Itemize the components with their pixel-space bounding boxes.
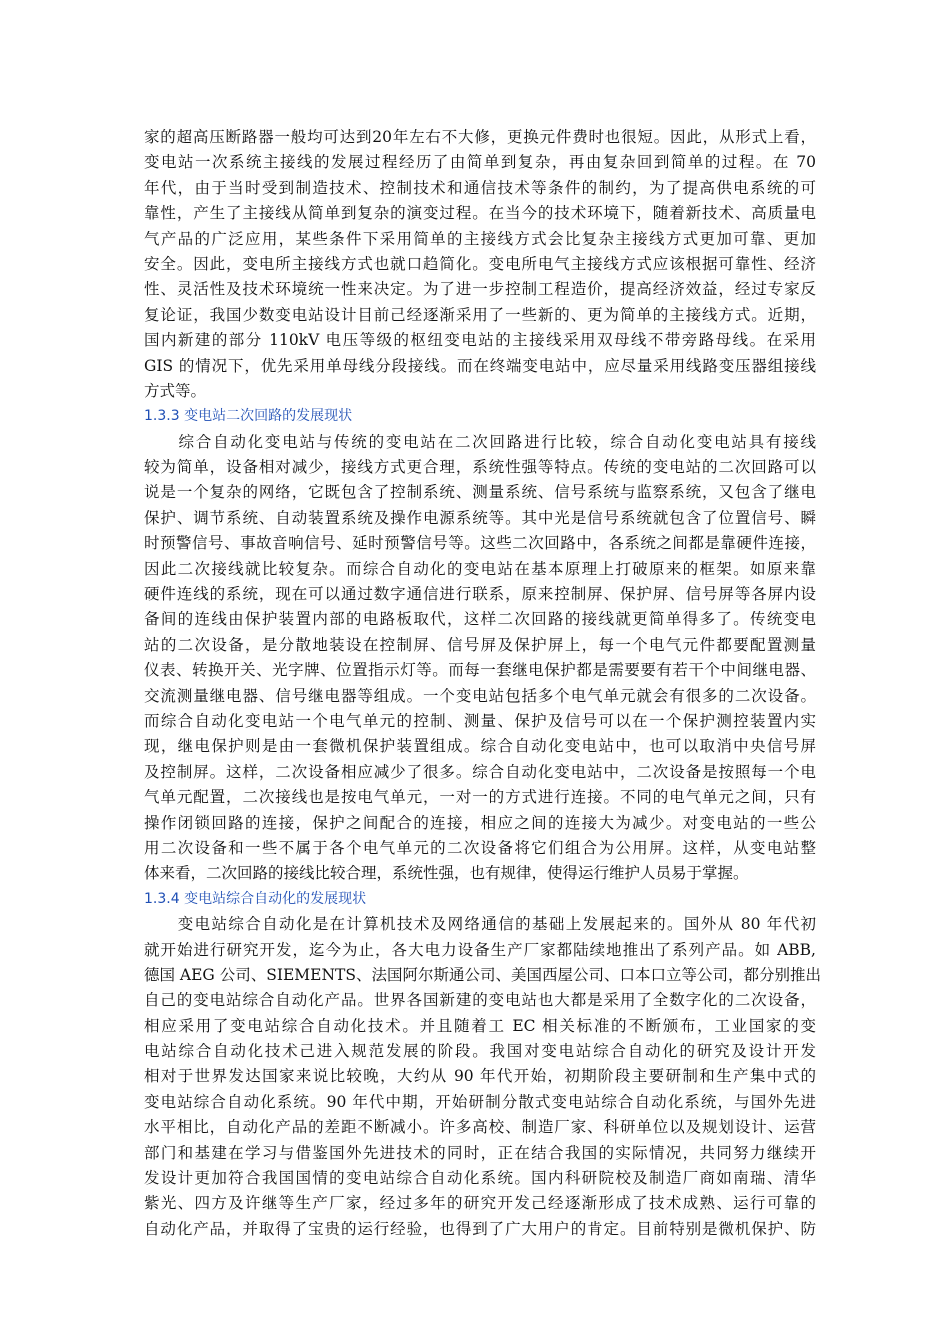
paragraph-secondary-circuit	[144, 430, 816, 887]
text-line: 及控制屏。这样，二次设备相应减少了很多。综合自动化变电站中，二次设备是按照每一个电	[144, 762, 816, 781]
text-line: 现，继电保护则是由一套微机保护装置组成。综合自动化变电站中，也可以取消中央信号屏	[144, 737, 816, 756]
text-line: 国内新建的部分 110kV 电压等级的枢纽变电站的主接线采用双母线不带旁路母线。在采用	[144, 331, 816, 350]
text-line: 相对于世界发达国家来说比较晚，大约从 90 年代开始，初期阶段主要研制和生产集中式的	[144, 1067, 816, 1086]
text-line: 变电站综合自动化系统。90 年代中期，开始研制分散式变电站综合自动化系统，与国外先进	[144, 1092, 816, 1111]
text-line: 用二次设备和一些不属于各个电气单元的二次设备将它们组合为公用屏。这样，从变电站整	[144, 838, 816, 857]
text-line: 相应采用了变电站综合自动化技术。并且随着工 EC 相关标准的不断颁布，工业国家的变	[144, 1016, 816, 1035]
text-line: 靠性，产生了主接线从简单到复杂的演变过程。在当今的技术环境下，随着新技术、高质量电	[144, 204, 816, 223]
text-line: 复论证，我国少数变电站设计目前己经逐渐采用了一些新的、更为简单的主接线方式。近期，	[144, 305, 816, 324]
document-body	[144, 125, 822, 1242]
text-line: 年代，由于当时受到制造技术、控制技术和通信技术等条件的制约，为了提高供电系统的可	[144, 178, 816, 197]
text-line: 自动化产品，并取得了宝贵的运行经验，也得到了广大用户的肯定。目前特别是微机保护、防	[144, 1219, 816, 1238]
text-line: 水平相比，自动化产品的差距不断减小。许多高校、制造厂家、科研单位以及规划设计、运营	[144, 1118, 816, 1137]
text-line: 就开始进行研究开发，迄今为止，各大电力设备生产厂家都陆续地推出了系列产品。如 ABB,	[144, 940, 816, 959]
text-line: 电站综合自动化技术己进入规范发展的阶段。我国对变电站综合自动化的研究及设计开发	[144, 1042, 816, 1061]
text-line: 紫光、四方及许继等生产厂家，经过多年的研究开发己经逐渐形成了技术成熟、运行可靠的	[144, 1194, 816, 1213]
section-heading-1-3-3: 1.3.3 变电站二次回路的发展现状	[144, 408, 353, 425]
text-line: 仪表、转换开关、光字牌、位置指示灯等。而每一套继电保护都是需要要有若干个中间继电器、	[144, 661, 816, 680]
text-line: 自己的变电站综合自动化产品。世界各国新建的变电站也大都是采用了全数字化的二次设备，	[144, 991, 816, 1010]
text-line: 站的二次设备，是分散地装设在控制屏、信号屏及保护屏上，每一个电气元件都要配置测量	[144, 635, 816, 654]
text-line: 发设计更加符合我国国情的变电站综合自动化系统。国内科研院校及制造厂商如南瑞、清华	[144, 1169, 816, 1188]
text-line: 部门和基建在学习与借鉴国外先进技术的同时，正在结合我国的实际情况，共同努力继续开	[144, 1143, 816, 1162]
section-heading-1-3-4: 1.3.4 变电站综合自动化的发展现状	[144, 890, 367, 907]
text-line: 方式等。	[144, 381, 207, 400]
text-line: 交流测量继电器、信号继电器等组成。一个变电站包括多个电气单元就会有很多的二次设备。	[144, 686, 816, 705]
text-line: 说是一个复杂的网络，它既包含了控制系统、测量系统、信号系统与监察系统，又包含了继电	[144, 483, 816, 502]
text-line: 体来看，二次回路的接线比较合理，系统性强，也有规律，使得运行维护人员易于掌握。	[144, 864, 749, 883]
text-line: 德国 AEG 公司、SIEMENTS、法国阿尔斯通公司、美国西屋公司、口本口立等公司，都分别推出	[144, 965, 822, 984]
text-line: 而综合自动化变电站一个电气单元的控制、测量、保护及信号可以在一个保护测控装置内实	[144, 711, 816, 730]
text-line: 因此二次接线就比较复杂。而综合自动化的变电站在基本原理上打破原来的框架。如原来靠	[144, 559, 816, 578]
text-line: GIS 的情况下，优先采用单母线分段接线。而在终端变电站中，应尽量采用线路变压器组接线	[144, 356, 816, 375]
text-line: 性、灵活性及技术环境统一性来决定。为了进一步控制工程造价，提高经济效益，经过专家反	[144, 280, 816, 299]
text-line: 较为简单，设备相对减少，接线方式更合理，系统性强等特点。传统的变电站的二次回路可以	[144, 458, 816, 477]
text-line: 备间的连线由保护装置内部的电路板取代，这样二次回路的接线就更简单得多了。传统变电	[144, 610, 816, 629]
text-line: 变电站综合自动化是在计算机技术及网络通信的基础上发展起来的。国外从 80 年代初	[144, 915, 816, 934]
text-line: 气产品的广泛应用，某些条件下采用简单的主接线方式会比复杂主接线方式更加可靠、更加	[144, 229, 816, 248]
paragraph-automation-status	[144, 912, 822, 1242]
text-line: 综合自动化变电站与传统的变电站在二次回路进行比较，综合自动化变电站具有接线	[144, 432, 816, 451]
text-line: 变电站一次系统主接线的发展过程经历了由简单到复杂，再由复杂回到简单的过程。在 70	[144, 153, 816, 172]
text-line: 操作闭锁回路的连接，保护之间配合的连接，相应之间的连接大为减少。对变电站的一些公	[144, 813, 816, 832]
text-line: 家的超高压断路器一般均可达到20年左右不大修，更换元件费时也很短。因此，从形式上看，	[144, 128, 816, 146]
text-line: 硬件连线的系统，现在可以通过数字通信进行联系，原来控制屏、保护屏、信号屏等各屏内设	[144, 585, 816, 604]
paragraph-primary-wiring	[144, 125, 816, 404]
text-line: 气单元配置，二次接线也是按电气单元，一对一的方式进行连接。不同的电气单元之间，只有	[144, 788, 816, 807]
text-line: 保护、调节系统、自动装置系统及操作电源系统等。其中光是信号系统就包含了位置信号、瞬	[144, 508, 816, 527]
text-line: 安全。因此，变电所主接线方式也就口趋简化。变电所电气主接线方式应该根据可靠性、经济	[144, 254, 816, 273]
text-line: 时预警信号、事故音响信号、延时预警信号等。这些二次回路中，各系统之间都是靠硬件连接，	[144, 534, 816, 553]
